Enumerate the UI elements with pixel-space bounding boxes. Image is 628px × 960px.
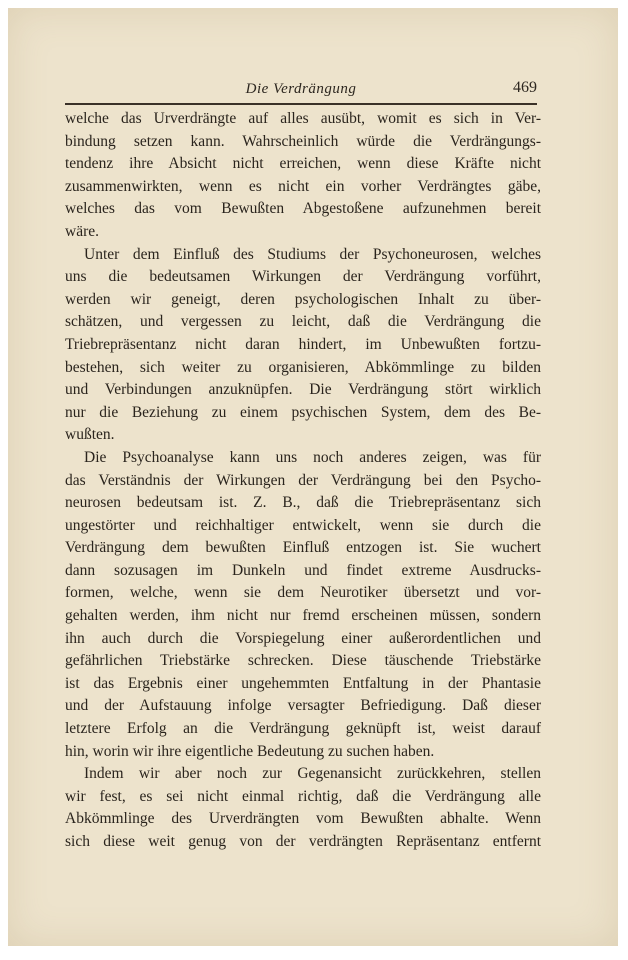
text-line: wußten.	[65, 426, 115, 444]
text-line: das Verständnis der Wirkungen der Verdrängung bei den Psycho-	[65, 471, 541, 489]
text-line: ihn auch durch die Vorspiegelung einer außerordentlichen und	[65, 629, 541, 647]
text-line: gehalten werden, ihm nicht nur fremd erscheinen müssen, sondern	[65, 607, 541, 625]
text-line: nur die Beziehung zu einem psychischen System, dem des Be-	[65, 403, 541, 421]
paragraph	[65, 108, 541, 244]
text-line: neurosen bedeutsam ist. Z. B., daß die Triebrepräsentanz sich	[65, 494, 541, 512]
text-line: werden wir geneigt, deren psychologischen Inhalt zu über-	[65, 290, 541, 308]
text-line: ist das Ergebnis einer ungehemmten Entfaltung in der Phantasie	[65, 674, 541, 692]
text-line: formen, welche, wenn sie dem Neurotiker übersetzt und vor-	[65, 584, 541, 602]
text-line: Indem wir aber noch zur Gegenansicht zurückkehren, stellen	[84, 765, 541, 783]
text-line: ungestörter und reichhaltiger entwickelt, wenn sie durch die	[65, 516, 541, 534]
text-line: Triebrepräsentanz nicht daran hindert, im Unbewußten fortzu-	[65, 335, 541, 353]
text-line: und Verbindungen anzuknüpfen. Die Verdrängung stört wirklich	[65, 381, 541, 399]
text-line: letztere Erfolg an die Verdrängung geknüpft ist, weist darauf	[65, 720, 541, 738]
text-line: bestehen, sich weiter zu organisieren, Abkömmlinge zu bilden	[65, 358, 541, 376]
text-line: Abkömmlinge des Urverdrängten vom Bewußten abhalte. Wenn	[65, 810, 541, 828]
text-line: wäre.	[65, 222, 99, 240]
text-line: wir fest, es sei nicht einmal richtig, daß die Verdrängung alle	[65, 787, 541, 805]
text-line: schätzen, und vergessen zu leicht, daß die Verdrängung die	[65, 313, 541, 331]
text-line: Unter dem Einfluß des Studiums der Psychoneurosen, welches	[84, 245, 541, 263]
text-line: bindung setzen kann. Wahrscheinlich würde die Verdrängungs-	[65, 132, 541, 150]
paragraph	[65, 244, 541, 447]
paragraph	[65, 447, 541, 763]
text-line: zusammenwirkten, wenn es nicht ein vorher Verdrängtes gäbe,	[65, 177, 541, 195]
text-line: welche das Urverdrängte auf alles ausübt, womit es sich in Ver-	[65, 110, 541, 127]
body-text	[65, 108, 541, 854]
text-line: Die Psychoanalyse kann uns noch anderes zeigen, was für	[84, 448, 541, 466]
text-line: tendenz ihre Absicht nicht erreichen, wenn diese Kräfte nicht	[65, 155, 541, 173]
book-page	[8, 8, 618, 946]
running-header	[65, 79, 537, 105]
text-line: Verdrängung dem bewußten Einfluß entzogen ist. Sie wuchert	[65, 539, 541, 557]
text-line: und der Aufstauung infolge versagter Befriedigung. Daß dieser	[65, 697, 541, 715]
text-line: welches das vom Bewußten Abgestoßene aufzunehmen bereit	[65, 200, 541, 218]
running-title: Die Verdrängung	[245, 81, 357, 97]
text-line: uns die bedeutsamen Wirkungen der Verdrängung vorführt,	[65, 268, 541, 286]
text-line: gefährlichen Triebstärke schrecken. Diese täuschende Triebstärke	[65, 652, 541, 670]
text-line: sich diese weit genug von der verdrängten Repräsentanz entfernt	[65, 833, 541, 850]
page-number: 469	[513, 79, 537, 96]
paragraph	[65, 763, 541, 853]
text-line: dann sozusagen im Dunkeln und findet extreme Ausdrucks-	[65, 561, 541, 579]
text-line: hin, worin wir ihre eigentliche Bedeutung zu suchen haben.	[65, 742, 435, 760]
